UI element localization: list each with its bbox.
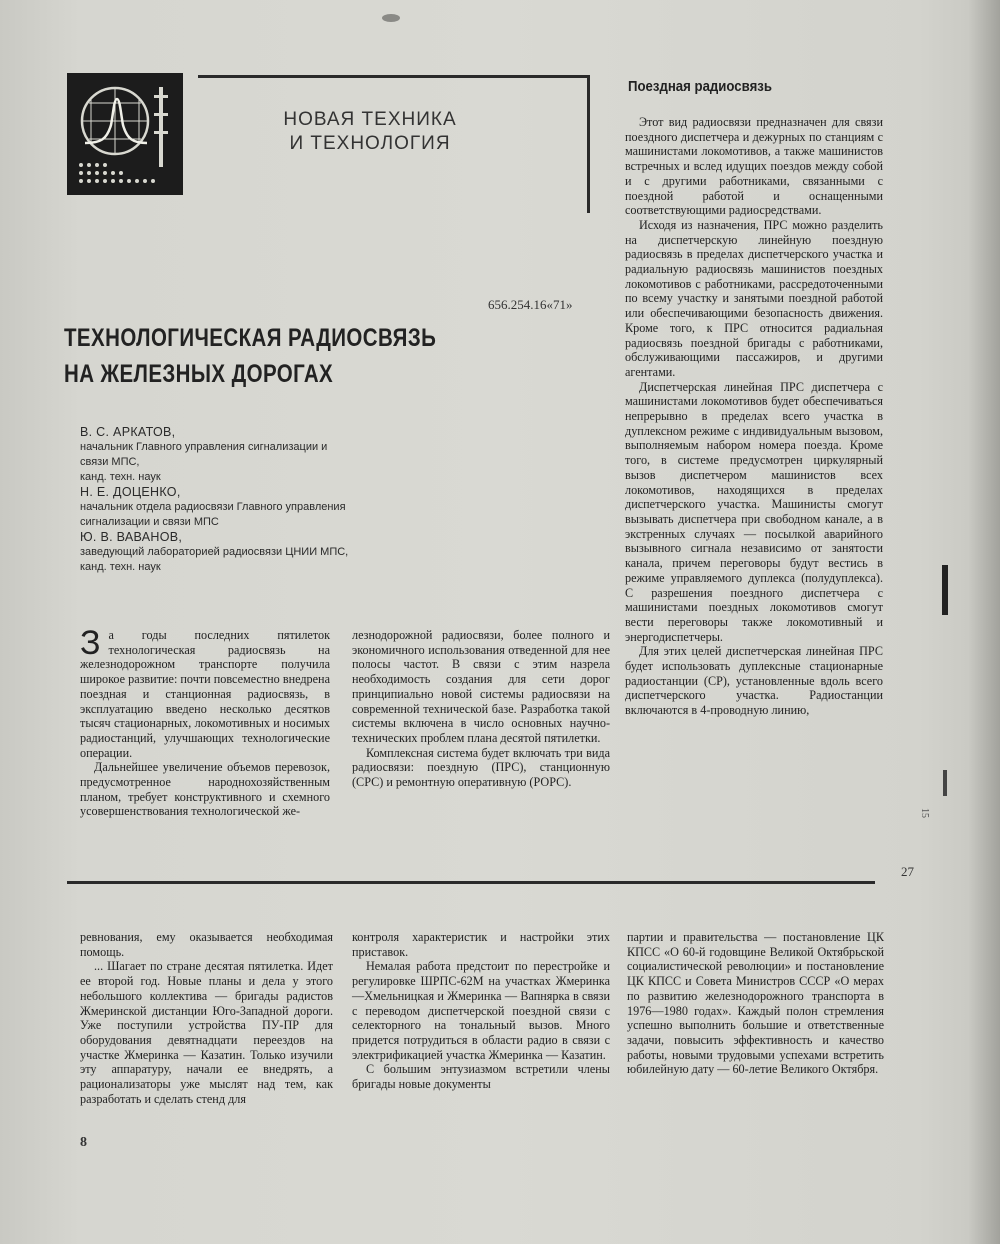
author-role: начальник отдела радиосвязи Главного управления	[80, 501, 346, 513]
bottom-column-2	[352, 930, 610, 1092]
section-title-line1: НОВАЯ ТЕХНИКА	[283, 109, 457, 130]
paragraph: Этот вид радиосвязи предназначен для связи поездного диспетчера и дежурных по станциям с машинистами локомотивов, а также машинистов встречных и вслед идущих поездов между собой и с другими работниками, связанными с поездной работой и оснащенными соответствующими радиосредствами.	[625, 115, 883, 218]
author-role: заведующий лабораторией радиосвязи ЦНИИ МПС,	[80, 546, 349, 558]
bottom-column-1	[80, 930, 333, 1106]
author-role: начальник Главного управления сигнализации и	[80, 441, 328, 453]
paragraph: а годы последних пятилеток технологическая радиосвязь на железнодорожном транспорте получила широкое развитие: почти повсеместно внедрена поездная и станционная радиосвязь, в эксплуатацию введено несколько десятков тысяч стационарных, локомотивных и носимых радиостанций, улучшающих технологические операции.	[80, 628, 330, 760]
page-edge-shadow	[968, 0, 1000, 1244]
subsection-title: Поездная радиосвязь	[628, 78, 772, 95]
oscilloscope-logo-icon	[67, 73, 183, 195]
article-title	[64, 320, 436, 392]
page-divider	[67, 881, 875, 884]
author-name: В. С. АРКАТОВ,	[80, 425, 176, 439]
paragraph: контроля характеристик и настройки этих приставок.	[352, 930, 610, 959]
article-title-line2: НА ЖЕЛЕЗНЫХ ДОРОГАХ	[64, 360, 334, 388]
page-number-bottom: 8	[80, 1135, 87, 1150]
article-column-2	[352, 628, 610, 790]
paragraph: Исходя из назначения, ПРС можно разделить на диспетчерскую линейную поездную радиосвязь в пределах диспетчерского участка и радиальную радиосвязь машинистов поездных локомотивов с работниками, рассредоточенными по всему участку и занятыми поездной работой или обеспечивающими безопасность движения. Кроме того, к ПРС относится радиальная радиосвязь поездной бригады с работниками, обслуживающими пассажиров, и другими агентами.	[625, 217, 883, 379]
side-number: 15	[919, 808, 930, 818]
paragraph: ... Шагает по стране десятая пятилетка. Идет ее второй год. Новые планы и дела у этого небольшого коллектива — бригады радистов Жмеринской дистанции Юго-Западной дороги. Уже поступили устройства ПУ-ПР для оборудования девятнадцати переездов на участке Жмеринка — Казатин. Только изучили эту аппаратуру, начали ее внедрять, а рационализаторы уже мыслят над тем, как разработать и сделать стенд для	[80, 959, 333, 1106]
paragraph: Комплексная система будет включать три вида радиосвязи: поездную (ПРС), станционную (СРС) и ремонтную оперативную (РОРС).	[352, 745, 610, 790]
paragraph: ревнования, ему оказывается необходимая помощь.	[80, 930, 333, 959]
author-role: канд. техн. наук	[80, 471, 161, 483]
paragraph: Дальнейшее увеличение объемов перевозок, предусмотренное народнохозяйственным планом, требует конструктивного и схемного усовершенствования технологической же-	[80, 760, 330, 819]
edge-mark	[943, 770, 947, 796]
header-vertical-rule	[587, 75, 590, 213]
paragraph: Немалая работа предстоит по перестройке и регулировке ШРПС-62М на участках Жмеринка—Хмельницкая и Жмеринка — Вапнярка в связи с переводом диспетчерской поездной связи с селекторного на тональный вызов. Много придется потрудиться в области радио в связи с электрификацией участка Жмеринка — Казатин.	[352, 959, 610, 1062]
paragraph: партии и правительства — постановление ЦК КПСС «О 60-й годовщине Великой Октябрьской социалистической революции» и постановление ЦК КПСС и Совета Министров СССР «О мерах по развитию железнодорожного транспорта в 1976—1980 годах». Каждый полон стремления успешно выполнить большие и ответственные задачи, повысить эффективность и качество работы, новыми трудовыми успехами встретить юбилейную дату — 60-летие Великого Октября.	[627, 930, 884, 1077]
section-title-line2: И ТЕХНОЛОГИЯ	[289, 133, 451, 154]
article-column-3	[625, 115, 883, 718]
author-role: канд. техн. наук	[80, 561, 161, 573]
print-mark	[382, 14, 400, 22]
header-rule	[198, 75, 590, 78]
paragraph: С большим энтузиазмом встретили члены бригады новые документы	[352, 1062, 610, 1092]
section-title	[240, 108, 500, 156]
article-column-1	[80, 624, 330, 819]
article-title-line1: ТЕХНОЛОГИЧЕСКАЯ РАДИОСВЯЗЬ	[64, 324, 437, 352]
bottom-column-3	[627, 930, 884, 1077]
authors-block	[80, 425, 440, 575]
paragraph: лезнодорожной радиосвязи, более полного и экономичного использования отведенной для нее полосы частот. В связи с этим назрела необходимость создания для сети дорог принципиально новой системы радиосвязи на современной технической базе. Разработка такой системы включена в число основных научно-технических проблем плана десятой пятилетки.	[352, 628, 610, 745]
author-role: связи МПС,	[80, 456, 140, 468]
edge-mark	[942, 565, 948, 615]
drop-cap: З	[80, 624, 101, 662]
paragraph: Для этих целей диспетчерская линейная ПРС будет использовать дуплексные стационарные радиостанции (СР), установленные вдоль всего диспетчерского участка. Радиостанции включаются в 4-проводную линию,	[625, 644, 883, 718]
author-name: Н. Е. ДОЦЕНКО,	[80, 485, 181, 499]
author-name: Ю. В. ВАВАНОВ,	[80, 530, 183, 544]
author-role: сигнализации и связи МПС	[80, 516, 219, 528]
udc-code: 656.254.16«71»	[488, 297, 573, 312]
paragraph: Диспетчерская линейная ПРС диспетчера с машинистами локомотивов будет обеспечиваться непрерывно в пределах всего участка в дуплексном режиме с индивидуальным вызовом, выполняемым набором номера поезда. Кроме того, в системе предусмотрен циркулярный вызов диспетчером машинистов всех локомотивов, находящихся в пределах диспетчерского участка. Машинисты смогут вызывать диспетчера при свободном канале, а в экстренных случаях — посылкой аварийного вызывного сигнала независимо от занятости канала, причем переговоры будут вестись в режиме управляемого дуплекса (полудуплекса). С разрешения поездного диспетчера с машинистами поездных локомотивов смогут вести переговоры также локомотивный и энергодиспетчеры.	[625, 379, 883, 644]
page-number-top: 27	[901, 864, 914, 879]
